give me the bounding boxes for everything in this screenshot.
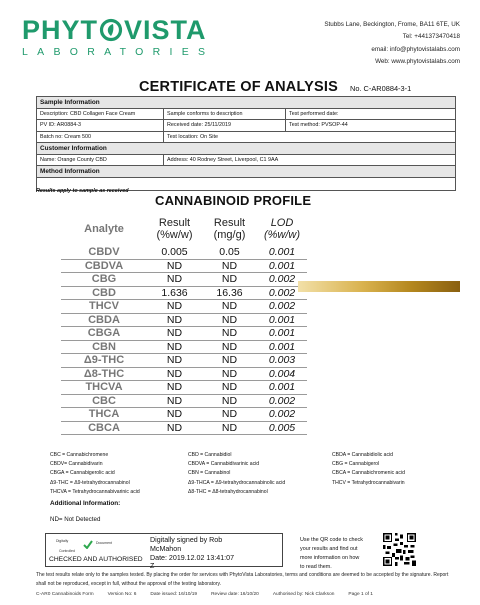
- result-mg-cell: ND: [221, 394, 238, 407]
- table-row: [61, 381, 307, 395]
- analyte-cell: CBD: [92, 286, 116, 299]
- abbreviation-row: [50, 478, 460, 487]
- analyte-cell: THCA: [88, 408, 120, 421]
- signature-line-1: Digitally signed by Rob: [150, 536, 223, 544]
- result-pct-cell: ND: [166, 394, 183, 407]
- lod-cell: 0.002: [268, 300, 296, 313]
- result-mg-cell: ND: [221, 273, 238, 286]
- table-row: [61, 341, 307, 355]
- abbreviation-row: [50, 459, 460, 468]
- result-mg-cell: 0.05: [219, 246, 240, 259]
- signature-box: [45, 533, 283, 571]
- result-mg-cell: ND: [221, 421, 238, 434]
- form-version: Version No: 6: [107, 592, 137, 597]
- table-row: [61, 354, 307, 368]
- abbreviation-row: [50, 469, 460, 478]
- cannabinoid-table-header: [61, 212, 307, 246]
- logo-text-left: PHYT: [22, 15, 99, 45]
- analyte-cell: CBN: [92, 340, 116, 353]
- digital-signature-text: [150, 536, 282, 571]
- received-date-cell: Received date: 25/11/2019: [164, 120, 286, 132]
- batch-cell: Batch no: Cream 500: [37, 131, 164, 143]
- lod-cell: 0.001: [268, 313, 296, 326]
- logo-subtitle: LABORATORIES: [22, 46, 215, 58]
- customer-name-cell: Name: Orange County CBD: [37, 154, 164, 166]
- lod-cell: 0.002: [268, 408, 296, 421]
- form-name: C-AR0 Cannabinoids Form: [36, 592, 94, 597]
- col-result-pct: Result (%w/w): [156, 217, 193, 241]
- stamp-digitally: Digitally: [56, 539, 69, 543]
- qr-text-line-2: your results and find out: [300, 546, 358, 552]
- pv-id-cell: PV ID: AR0884-3: [37, 120, 164, 132]
- form-review: Review date: 16/10/20: [211, 592, 259, 597]
- qr-text-line-1: Use the QR code to check: [300, 537, 363, 543]
- qr-text-line-3: more information on how: [300, 555, 360, 561]
- analyte-cell: CBDA: [88, 313, 120, 326]
- abbreviation-item: Δ9-THCA = Δ9-tetrahydrocannabinolic acid: [188, 479, 286, 486]
- result-mg-cell: ND: [221, 340, 238, 353]
- company-logo: [22, 16, 214, 58]
- abbreviation-item: Δ8-THC = Δ8-tetrahydrocannabinol: [188, 489, 268, 496]
- lod-cell: 0.002: [268, 273, 296, 286]
- lod-cell: 0.001: [268, 327, 296, 340]
- abbreviation-item: CBCA = Cannabichromenic acid: [332, 470, 405, 477]
- decorative-gold-bar: [298, 281, 460, 292]
- abbreviation-row: [50, 450, 460, 459]
- table-row: [61, 368, 307, 382]
- lod-cell: 0.002: [268, 286, 296, 299]
- lod-cell: 0.005: [268, 421, 296, 434]
- result-pct-cell: ND: [166, 354, 183, 367]
- table-row: [61, 314, 307, 328]
- abbreviation-item: CBDA = Cannabidiolic acid: [332, 451, 394, 458]
- analyte-cell: CBDV: [88, 246, 120, 259]
- abbreviation-item: CBC = Cannabichromene: [50, 451, 109, 458]
- result-pct-cell: ND: [166, 408, 183, 421]
- result-mg-cell: ND: [221, 367, 238, 380]
- analyte-cell: THCVA: [85, 381, 123, 394]
- logo-text-right: VISTA: [124, 15, 207, 45]
- customer-address-cell: Address: 40 Rodney Street, Liverpool, C1 9AA: [164, 154, 456, 166]
- lod-cell: 0.003: [268, 354, 296, 367]
- qr-instructions: [300, 536, 363, 572]
- profile-title: CANNABINOID PROFILE: [155, 193, 312, 208]
- table-row: [61, 300, 307, 314]
- lod-cell: 0.001: [268, 340, 296, 353]
- sample-info-table: [36, 96, 456, 191]
- method-info-header: Method Information: [37, 166, 456, 178]
- lod-cell: 0.002: [268, 394, 296, 407]
- abbreviation-item: Δ9-THC = Δ9-tetrahydrocannabinol: [50, 479, 130, 486]
- form-page: Page 1 of 1: [348, 592, 373, 597]
- analyte-cell: Δ8-THC: [83, 367, 125, 380]
- analyte-cell: CBCA: [88, 421, 120, 434]
- result-mg-cell: ND: [221, 259, 238, 272]
- result-mg-cell: ND: [221, 354, 238, 367]
- signature-line-2: McMahon: [150, 544, 182, 553]
- abbreviation-legend: [50, 450, 460, 497]
- table-row: [61, 408, 307, 422]
- checked-authorised-label: CHECKED AND AUTHORISED: [49, 556, 143, 563]
- stamp-controlled: Controlled: [59, 549, 75, 553]
- analyte-cell: CBC: [92, 394, 116, 407]
- result-mg-cell: ND: [221, 408, 238, 421]
- nd-note: ND= Not Detected: [50, 516, 101, 523]
- certificate-title: CERTIFICATE OF ANALYSIS: [139, 79, 339, 95]
- phone-line: Tel: +441373470418: [402, 33, 460, 41]
- green-check-icon: [83, 540, 93, 549]
- address-line: Stubbs Lane, Beckington, Frome, BA11 6TE, UK: [324, 21, 460, 28]
- certificate-number: No. C-AR0884-3-1: [350, 84, 412, 93]
- result-pct-cell: ND: [166, 327, 183, 340]
- result-pct-cell: ND: [166, 421, 183, 434]
- sample-info-header: Sample Information: [37, 97, 456, 109]
- qr-text-line-4: to read them.: [300, 564, 332, 570]
- result-pct-cell: ND: [166, 340, 183, 353]
- result-pct-cell: ND: [166, 313, 183, 326]
- result-pct-cell: 1.636: [161, 286, 188, 299]
- lod-cell: 0.001: [268, 259, 296, 272]
- result-pct-cell: ND: [166, 367, 183, 380]
- document-controlled-stamp: [56, 539, 126, 554]
- stamp-document: Document: [96, 541, 112, 545]
- qr-code-icon[interactable]: [383, 533, 416, 566]
- result-mg-cell: 16.36: [216, 286, 243, 299]
- form-issued: Date issued: 16/10/19: [150, 592, 198, 597]
- cannabinoid-rows: [61, 246, 307, 435]
- col-lod: LOD (%w/w): [263, 217, 301, 241]
- abbreviation-item: CBG = Cannabigerol: [332, 461, 380, 468]
- performed-date-cell: Test performed date:: [286, 108, 456, 120]
- abbreviation-item: CBGA = Cannabigerolic acid: [50, 470, 115, 477]
- form-author: Authorised by: Nick Clarkson: [272, 592, 335, 597]
- table-row: [61, 422, 307, 436]
- table-row: [61, 273, 307, 287]
- leaf-o-icon: [99, 18, 123, 42]
- result-pct-cell: ND: [166, 381, 183, 394]
- analyte-cell: CBDVA: [84, 259, 124, 272]
- table-row: [61, 246, 307, 260]
- results-note: Results apply to sample as received: [36, 188, 129, 194]
- lod-cell: 0.004: [268, 367, 296, 380]
- table-row: [61, 287, 307, 301]
- web-line: Web: www.phytovistalabs.com: [375, 58, 460, 66]
- customer-info-header: Customer Information: [37, 143, 456, 155]
- form-footer: [36, 592, 476, 597]
- result-mg-cell: ND: [221, 313, 238, 326]
- result-pct-cell: ND: [166, 259, 183, 272]
- abbreviation-item: CBDVA = Cannabidivarinic acid: [188, 461, 260, 468]
- result-mg-cell: ND: [221, 381, 238, 394]
- analyte-cell: Δ9-THC: [83, 354, 125, 367]
- email-line: email: info@phytovistalabs.com: [371, 45, 460, 53]
- description-cell: Description: CBD Collagen Face Cream: [37, 108, 164, 120]
- col-result-mg: Result (mg/g): [213, 217, 246, 241]
- result-pct-cell: ND: [166, 273, 183, 286]
- signature-line-4: Z: [150, 562, 155, 571]
- abbreviation-item: CBN = Cannabinol: [188, 470, 231, 477]
- abbreviation-item: CBD = Cannabidiol: [188, 451, 232, 458]
- analyte-cell: CBG: [91, 273, 117, 286]
- analyte-cell: CBGA: [87, 327, 121, 340]
- test-location-cell: Test location: On Site: [164, 131, 456, 143]
- table-row: [61, 260, 307, 274]
- table-row: [61, 327, 307, 341]
- analyte-cell: THCV: [89, 300, 119, 313]
- abbreviation-row: [50, 488, 460, 497]
- signature-line-3: Date: 2019.12.02 13:41:07: [150, 553, 235, 562]
- cannabinoid-table: [61, 212, 307, 435]
- test-method-cell: Test method: PVSOP-44: [286, 120, 456, 132]
- logo-wordmark: [22, 16, 214, 44]
- abbreviation-item: THCVA = Tetrahydrocannabivarinic acid: [50, 489, 140, 496]
- result-mg-cell: ND: [221, 327, 238, 340]
- abbreviation-item: THCV = Tetrahydrocannabivarin: [332, 479, 405, 486]
- result-mg-cell: ND: [221, 300, 238, 313]
- result-pct-cell: ND: [166, 300, 183, 313]
- abbreviation-item: CBDV= Cannabidivarin: [50, 461, 103, 468]
- result-pct-cell: 0.005: [161, 246, 188, 259]
- col-analyte: Analyte: [84, 223, 124, 235]
- lod-cell: 0.001: [268, 381, 296, 394]
- additional-info-title: Additional Information:: [50, 500, 121, 507]
- conforms-cell: Sample conforms to description: [164, 108, 286, 120]
- table-row: [61, 395, 307, 409]
- disclaimer-text: The test results relate only to the samples tested. By placing the order for services with PhytoVista Laboratories, terms and conditions are deemed to be accepted by the signature. Report shall not be reproduced, except in full, without the approval of the testing laboratory.: [36, 572, 449, 588]
- lod-cell: 0.001: [268, 246, 296, 259]
- contact-block: [324, 19, 460, 69]
